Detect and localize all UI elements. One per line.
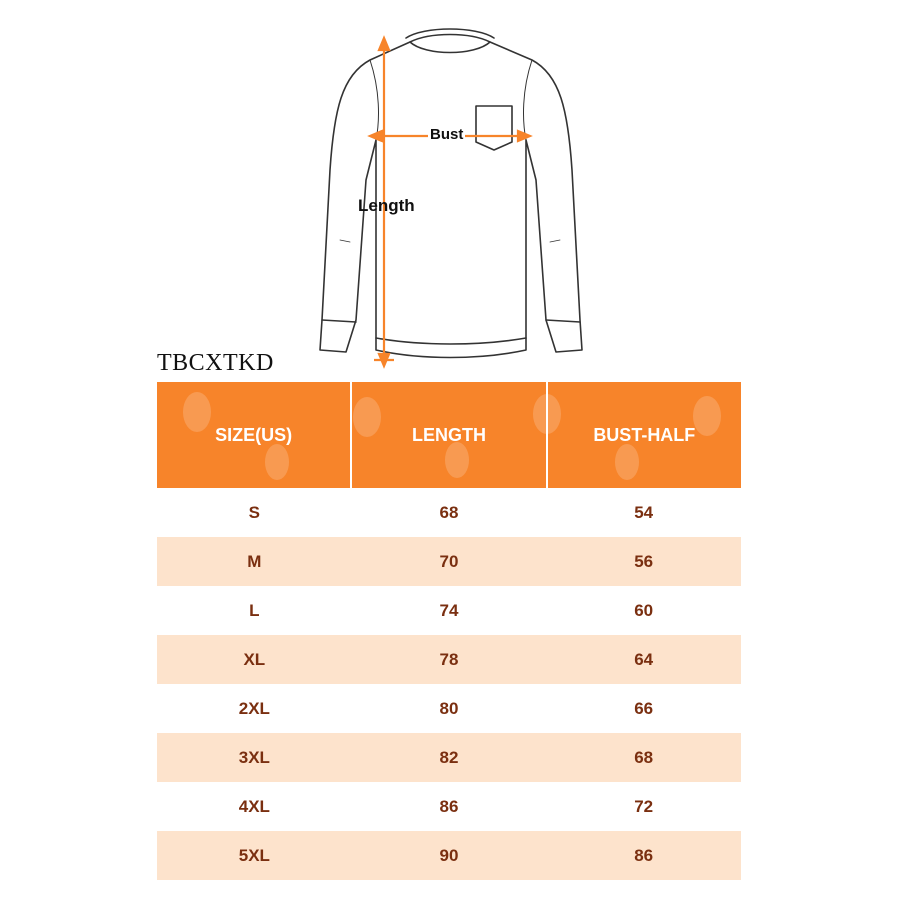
- size-cell: XL: [243, 649, 266, 669]
- size-cell: 2XL: [238, 698, 270, 718]
- table-row: [157, 586, 741, 635]
- bust-cell: 54: [634, 502, 654, 522]
- length-cell: 68: [439, 502, 459, 522]
- table-row: [157, 537, 741, 586]
- table-row: [157, 782, 741, 831]
- length-cell: 74: [439, 600, 459, 620]
- length-cell: 86: [439, 796, 459, 816]
- size-cell: 4XL: [238, 796, 270, 816]
- size-cell: 5XL: [238, 845, 270, 865]
- table-row: [157, 635, 741, 684]
- bust-cell: 60: [634, 600, 654, 620]
- long-sleeve-shirt-illustration: [300, 20, 600, 380]
- size-cell: L: [249, 600, 260, 620]
- bust-cell: 66: [634, 698, 654, 718]
- length-cell: 90: [439, 845, 459, 865]
- table-row: [157, 488, 741, 537]
- size-cell: 3XL: [238, 747, 270, 767]
- bust-cell: 56: [634, 551, 654, 571]
- length-cell: 80: [439, 698, 459, 718]
- table-row: [157, 684, 741, 733]
- header-length: LENGTH: [350, 382, 545, 488]
- bust-cell: 86: [634, 845, 654, 865]
- length-cell: 82: [439, 747, 459, 767]
- size-cell: S: [248, 502, 260, 522]
- header-bust-half: BUST-HALF: [546, 382, 741, 488]
- shirt-diagram: [300, 20, 600, 380]
- header-size: SIZE(US): [215, 424, 293, 445]
- length-label: Length: [358, 196, 415, 215]
- size-chart-table: [157, 382, 741, 880]
- table-row: [157, 831, 741, 880]
- bust-cell: 72: [634, 796, 654, 816]
- table-header-row: [157, 382, 741, 488]
- bust-cell: 68: [634, 747, 654, 767]
- bust-cell: 64: [634, 649, 654, 669]
- size-cell: M: [247, 551, 262, 571]
- length-cell: 70: [439, 551, 459, 571]
- length-cell: 78: [439, 649, 459, 669]
- table-row: [157, 733, 741, 782]
- brand-name: TBCXTKD: [157, 350, 274, 376]
- bust-label: Bust: [430, 126, 464, 143]
